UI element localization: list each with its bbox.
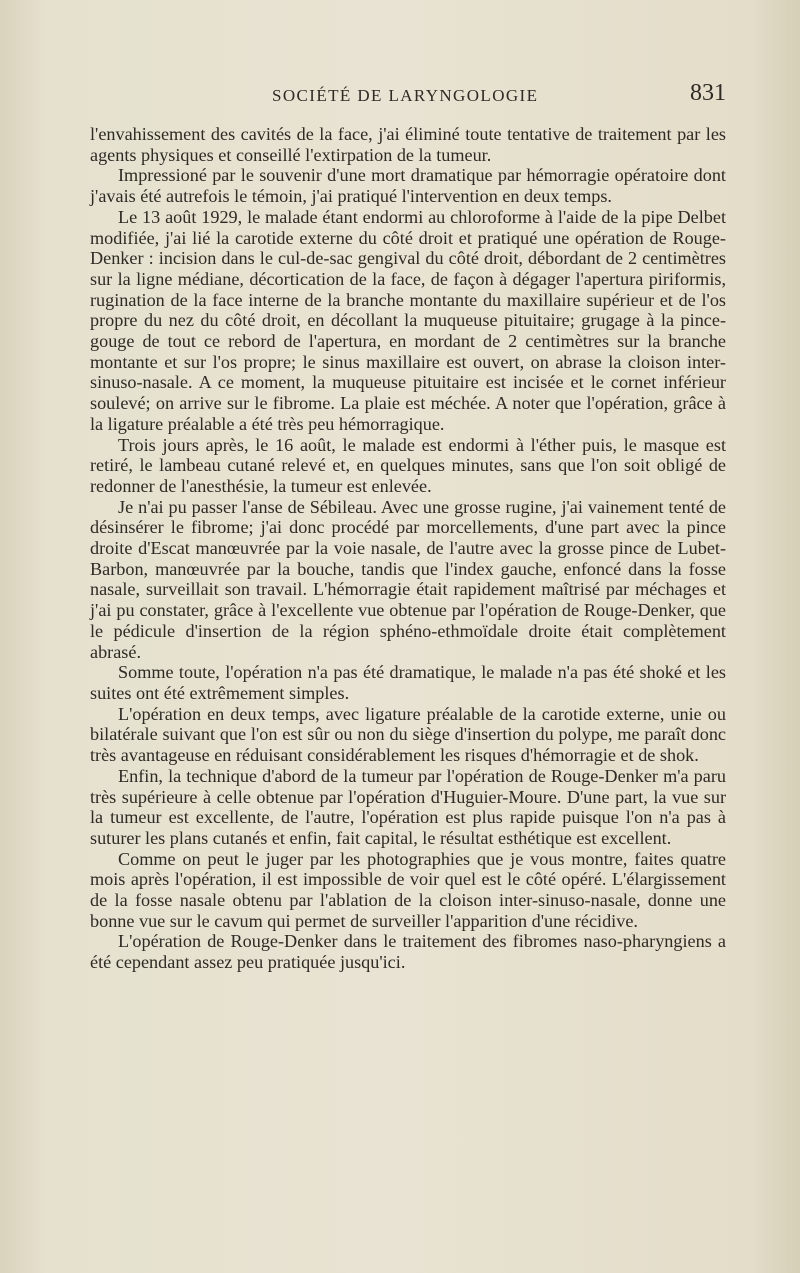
paragraph: L'opération de Rouge-Denker dans le traitement des fibromes naso-pharyngiens a été cependant assez peu pratiquée jusqu'ici. bbox=[90, 931, 726, 973]
paragraph: Je n'ai pu passer l'anse de Sébileau. Avec une grosse rugine, j'ai vainement tenté de désinsérer le fibrome; j'ai donc procédé par morcellements, d'une part avec la pince droite d'Escat manœuvrée par la voie nasale, de l'autre avec la grosse pince de Lubet-Barbon, manœuvrée par la bouche, tandis que l'index gauche, enfoncé dans la fosse nasale, surveillait son travail. L'hémorragie était rapidement maîtrisé par méchages et j'ai pu constater, grâce à l'excellente vue obtenue par l'opération de Rouge-Denker, que le pédicule d'insertion de la région sphéno-ethmoïdale droite était complètement abrasé. bbox=[90, 496, 726, 662]
paragraph: Trois jours après, le 16 août, le malade est endormi à l'éther puis, le masque est retiré, le lambeau cutané relevé et, en quelques minutes, sans que l'on soit obligé de redonner de l'anesthésie, la tumeur est enlevée. bbox=[90, 434, 726, 496]
page-number: 831 bbox=[690, 80, 726, 106]
paragraph: Impressioné par le souvenir d'une mort dramatique par hémorragie opératoire dont j'avais été autrefois le témoin, j'ai pratiqué l'intervention en deux temps. bbox=[90, 165, 726, 207]
paragraph: Comme on peut le juger par les photographies que je vous montre, faites quatre mois après l'opération, il est impossible de voir quel est le côté opéré. L'élargissement de la fosse nasale obtenu par l'ablation de la cloison inter-sinuso-nasale, donne une bonne vue sur le cavum qui permet de surveiller l'apparition d'une récidive. bbox=[90, 848, 726, 931]
body-text bbox=[90, 124, 726, 973]
paragraph: Le 13 août 1929, le malade étant endormi au chloroforme à l'aide de la pipe Delbet modifiée, j'ai lié la carotide externe du côté droit et pratiqué une opération de Rouge-Denker : incision dans le cul-de-sac gengival du côté droit, débordant de 2 centimètres sur la ligne médiane, décortication de la face, de façon à dégager l'apertura piriformis, rugination de la face interne de la branche montante du maxillaire supérieur et de l'os propre du nez du côté droit, en décollant la muqueuse pituitaire; grugage à la pince-gouge de tout ce rebord de l'apertura, en mordant de 2 centimètres sur la branche montante et sur l'os propre; le sinus maxillaire est ouvert, on abrase la cloison inter-sinuso-nasale. A ce moment, la muqueuse pituitaire est incisée et le cornet inférieur soulevé; on arrive sur le fibrome. La plaie est méchée. A noter que l'opération, grâce à la ligature préalable a été très peu hémorragique. bbox=[90, 206, 726, 434]
paragraph: l'envahissement des cavités de la face, j'ai éliminé toute tentative de traitement par les agents physiques et conseillé l'extirpation de la tumeur. bbox=[90, 124, 726, 165]
page-header bbox=[88, 80, 726, 116]
paragraph: L'opération en deux temps, avec ligature préalable de la carotide externe, unie ou bilatérale suivant que l'on est sûr ou non du siège d'insertion du polype, me paraît donc très avantageuse en réduisant considérablement les risques d'hémorragie et de shok. bbox=[90, 703, 726, 766]
paragraph: Somme toute, l'opération n'a pas été dramatique, le malade n'a pas été shoké et les suites ont été extrêmement simples. bbox=[90, 662, 726, 703]
paragraph: Enfin, la technique d'abord de la tumeur par l'opération de Rouge-Denker m'a paru très supérieure à celle obtenue par l'opération d'Huguier-Moure. D'une part, la vue sur la tumeur est excellente, de l'autre, l'opération est plus rapide puisque l'on n'a pas à suturer les plans cutanés et enfin, fait capital, le résultat esthétique est excellent. bbox=[90, 765, 726, 848]
running-title: SOCIÉTÉ DE LARYNGOLOGIE bbox=[272, 86, 539, 105]
